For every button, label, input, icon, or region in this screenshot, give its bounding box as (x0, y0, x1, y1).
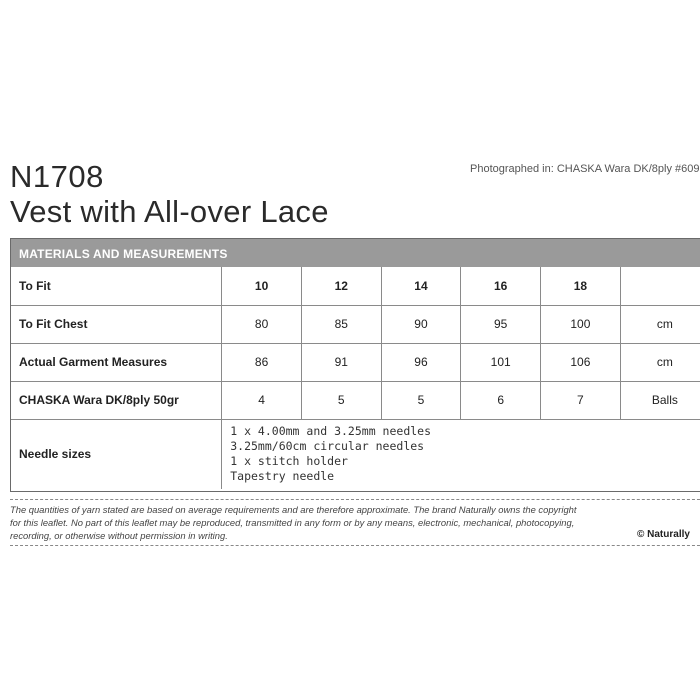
table-cell: 86 (222, 343, 302, 381)
table-cell: 96 (381, 343, 461, 381)
row-label: To Fit Chest (11, 305, 222, 343)
table-row (11, 305, 700, 343)
table-cell: 5 (381, 381, 461, 419)
disclaimer-text (10, 503, 700, 542)
measurements-table (11, 267, 700, 489)
copyright-notice: © Naturally (637, 529, 690, 540)
needle-line: 1 x stitch holder (230, 454, 348, 469)
needle-sizes-label: Needle sizes (11, 419, 222, 489)
table-cell: 85 (301, 305, 381, 343)
table-row (11, 343, 700, 381)
table-cell: 106 (541, 343, 621, 381)
table-cell: 18 (541, 267, 621, 305)
table-cell: 90 (381, 305, 461, 343)
table-row (11, 267, 700, 305)
table-row-needles (11, 419, 700, 489)
table-cell: 95 (461, 305, 541, 343)
pattern-code: N1708 (10, 159, 104, 194)
unit-cell: Balls (620, 381, 700, 419)
divider-bottom (10, 545, 700, 546)
table-cell: 100 (541, 305, 621, 343)
table-row (11, 381, 700, 419)
pattern-title: Vest with All-over Lace (10, 194, 329, 229)
table-cell: 14 (381, 267, 461, 305)
unit-cell (620, 267, 700, 305)
needle-line: 1 x 4.00mm and 3.25mm needles (230, 424, 432, 439)
unit-cell: cm (620, 343, 700, 381)
table-cell: 6 (461, 381, 541, 419)
materials-panel (10, 238, 700, 492)
table-cell: 12 (301, 267, 381, 305)
row-label: CHASKA Wara DK/8ply 50gr (11, 381, 222, 419)
table-cell: 80 (222, 305, 302, 343)
table-cell: 16 (461, 267, 541, 305)
table-cell: 4 (222, 381, 302, 419)
disclaimer-line: The quantities of yarn stated are based on average requirements and are therefore approximate. The brand Naturally owns the copyright (10, 504, 577, 515)
disclaimer-line: for this leaflet. No part of this leaflet may be reproduced, transmitted in any form or by any means, electronic, mechanical, photocopying, (10, 517, 575, 528)
needle-sizes-list (222, 419, 700, 489)
table-cell: 91 (301, 343, 381, 381)
row-label: Actual Garment Measures (11, 343, 222, 381)
row-label: To Fit (11, 267, 222, 305)
table-cell: 7 (541, 381, 621, 419)
photographed-in-note: Photographed in: CHASKA Wara DK/8ply #609 (470, 163, 700, 175)
table-cell: 101 (461, 343, 541, 381)
table-cell: 10 (222, 267, 302, 305)
divider-top (10, 499, 700, 500)
table-cell: 5 (301, 381, 381, 419)
needle-line: 3.25mm/60cm circular needles (230, 439, 425, 454)
disclaimer-line: recording, or otherwise without permission in writing. (10, 530, 228, 541)
materials-header: MATERIALS AND MEASUREMENTS (11, 239, 700, 267)
needle-line: Tapestry needle (230, 469, 335, 484)
unit-cell: cm (620, 305, 700, 343)
